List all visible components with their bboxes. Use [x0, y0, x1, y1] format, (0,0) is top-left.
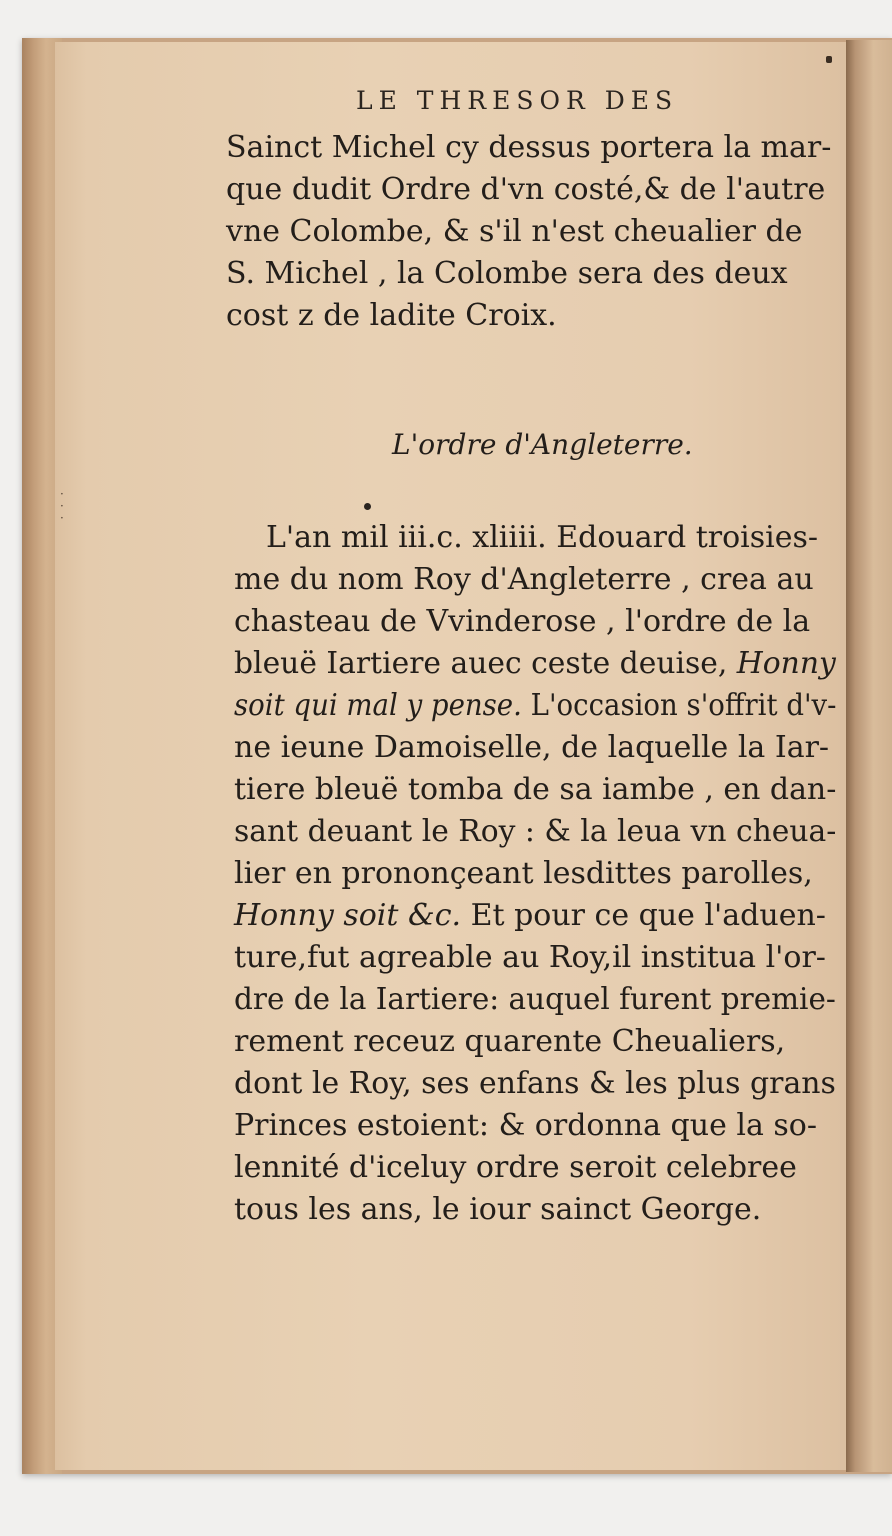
text-line: vne Colombe, & s'il n'est cheualier de: [226, 214, 803, 249]
text-segment: bleuë Iartiere auec ceste deuise,: [234, 646, 737, 681]
text-line: dre de la Iartiere: auquel furent premie-: [234, 982, 836, 1017]
text-line: tous les ans, le iour sainct George.: [234, 1192, 762, 1227]
text-segment: Et pour ce que l'aduen-: [461, 898, 826, 933]
text-line: Sainct Michel cy dessus portera la mar-: [226, 130, 832, 165]
text-line: Princes estoient: & ordonna que la so-: [234, 1108, 817, 1143]
text-line: lennité d'iceluy ordre seroit celebree: [234, 1150, 797, 1185]
text-line: [234, 896, 826, 936]
ink-spot: [826, 56, 832, 63]
text-line: tiere bleuë tomba de sa iambe , en dan-: [234, 772, 837, 807]
section-title: L'ordre d'Angleterre.: [392, 428, 693, 461]
text-line: [234, 686, 836, 726]
book-gutter: [846, 40, 892, 1472]
ornament-dot: [364, 503, 371, 510]
motto-text: soit qui mal y pense.: [234, 688, 522, 723]
text-line: me du nom Roy d'Angleterre , crea au: [234, 562, 814, 597]
text-line: S. Michel , la Colombe sera des deux: [226, 256, 788, 291]
text-line: cost z de ladite Croix.: [226, 298, 557, 333]
text-line: ne ieune Damoiselle, de laquelle la Iar-: [234, 730, 830, 765]
text-line: lier en prononçeant lesdittes parolles,: [234, 856, 813, 891]
text-line: que dudit Ordre d'vn costé,& de l'autre: [226, 172, 826, 207]
margin-mark: · · ·: [60, 487, 64, 525]
text-line: L'an mil iii.c. xliiii. Edouard troisies-: [266, 520, 819, 555]
motto-text: Honny: [736, 646, 836, 681]
text-line: chasteau de Vvinderose , l'ordre de la: [234, 604, 811, 639]
running-header: LE THRESOR DES: [356, 86, 679, 115]
text-segment: L'occasion s'offrit d'v-: [521, 688, 837, 723]
motto-text: Honny soit &c.: [234, 898, 462, 933]
text-line: dont le Roy, ses enfans & les plus grans: [234, 1066, 836, 1101]
text-line: ture,fut agreable au Roy,il institua l'or-: [234, 940, 826, 975]
text-line: sant deuant le Roy : & la leua vn cheua-: [234, 814, 837, 849]
text-line: [234, 644, 836, 684]
text-line: rement receuz quarente Cheualiers,: [234, 1024, 786, 1059]
